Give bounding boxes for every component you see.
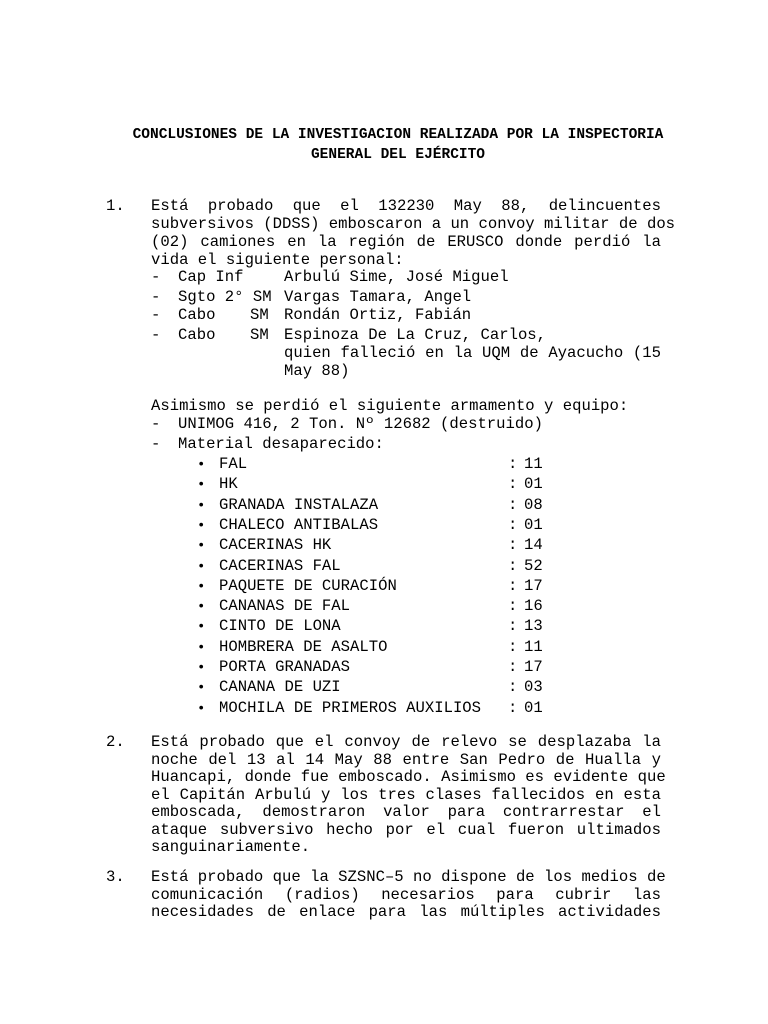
material-quantity: 13 — [524, 617, 543, 635]
material-colon: : — [508, 536, 518, 554]
material-colon: : — [508, 455, 518, 473]
material-colon: : — [508, 577, 518, 595]
material-name: MOCHILA DE PRIMEROS AUXILIOS — [219, 699, 482, 717]
material-colon: : — [508, 699, 518, 717]
bullet-icon: • — [197, 660, 206, 676]
personnel-name: Rondán Ortiz, Fabián — [284, 306, 472, 324]
material-name: GRANADA INSTALAZA — [219, 496, 379, 514]
material-name: CANANA DE UZI — [219, 678, 341, 696]
item-3-line: Está probado que la SZSNC–5 no dispone de los medios de — [151, 868, 666, 886]
item-2-number: 2. — [106, 733, 125, 751]
material-colon: : — [508, 557, 518, 575]
material-name: CINTO DE LONA — [219, 617, 341, 635]
material-quantity: 08 — [524, 496, 543, 514]
item-2-line: Está probado que el convoy de relevo se desplazaba la — [151, 733, 661, 751]
material-name: CANANAS DE FAL — [219, 597, 351, 615]
title-line-1: CONCLUSIONES DE LA INVESTIGACION REALIZADA POR LA INSPECTORIA — [132, 127, 664, 143]
material-quantity: 17 — [524, 658, 543, 676]
bullet-icon: • — [197, 538, 206, 554]
item-3-line: necesidades de enlace para las múltiples actividades — [151, 903, 661, 921]
title-line-2: GENERAL DEL EJÉRCITO — [310, 147, 486, 163]
personnel-unit: SM — [250, 306, 269, 324]
bullet-icon: • — [197, 579, 206, 595]
material-quantity: 17 — [524, 577, 543, 595]
item-2-line: sanguinariamente. — [151, 838, 311, 856]
material-colon: : — [508, 638, 518, 656]
item-1-line-1: Está probado que el 132230 May 88, delincuentes — [151, 197, 661, 215]
bullet-icon: • — [197, 599, 206, 615]
item-2-line: noche del 13 al 14 May 88 entre San Pedro de Hualla y — [151, 750, 661, 769]
personnel-name: Arbulú Sime, José Miguel — [284, 268, 509, 286]
list-dash: - — [151, 306, 161, 324]
material-quantity: 03 — [524, 678, 543, 696]
material-colon: : — [508, 658, 518, 676]
bullet-icon: • — [197, 680, 206, 696]
personnel-name: Espinoza De La Cruz, Carlos, — [284, 326, 547, 344]
personnel-rank: Sgto 2° SM — [178, 288, 272, 306]
personnel-name: Vargas Tamara, Angel — [284, 288, 472, 306]
item-2-line: Huancapi, donde fue emboscado. Asimismo es evidente que — [151, 768, 666, 786]
bullet-icon: • — [197, 701, 206, 717]
bullet-icon: • — [197, 619, 206, 635]
material-quantity: 14 — [524, 536, 543, 554]
item-1-number: 1. — [106, 197, 125, 215]
material-colon: : — [508, 617, 518, 635]
document-title — [100, 125, 696, 165]
list-dash: - — [151, 288, 161, 306]
material-colon: : — [508, 516, 518, 534]
list-dash: - — [151, 415, 161, 433]
material-colon: : — [508, 597, 518, 615]
item-2-line: ataque subversivo hecho por el cual fueron ultimados — [151, 820, 661, 839]
material-name: HK — [219, 475, 238, 493]
material-colon: : — [508, 496, 518, 514]
item-2-line: el Capitán Arbulú y los tres clases fallecidos en esta — [151, 785, 661, 804]
equipment-intro: Asimismo se perdió el siguiente armamento y equipo: — [151, 397, 629, 415]
material-colon: : — [508, 475, 518, 493]
list-dash: - — [151, 268, 161, 286]
material-name: HOMBRERA DE ASALTO — [219, 638, 388, 656]
bullet-icon: • — [197, 518, 206, 534]
material-quantity: 01 — [524, 475, 543, 493]
item-3-line: comunicación (radios) necesarios para cubrir las — [151, 885, 661, 904]
list-dash: - — [151, 435, 161, 453]
item-1-line-3: (02) camiones en la región de ERUSCO donde perdió la — [151, 233, 661, 251]
material-name: CHALECO ANTIBALAS — [219, 516, 379, 534]
material-name: CACERINAS HK — [219, 536, 332, 554]
material-quantity: 16 — [524, 597, 543, 615]
material-name: PAQUETE DE CURACIÓN — [219, 577, 397, 595]
item-1-line-4: vida el siguiente personal: — [151, 251, 404, 269]
list-dash: - — [151, 326, 161, 344]
material-name: FAL — [219, 455, 248, 473]
personnel-note-line-2: May 88) — [284, 362, 350, 380]
equipment-text: UNIMOG 416, 2 Ton. Nº 12682 (destruido) — [178, 415, 543, 433]
material-colon: : — [508, 678, 518, 696]
material-quantity: 01 — [524, 699, 543, 717]
bullet-icon: • — [197, 457, 206, 473]
bullet-icon: • — [197, 498, 206, 514]
personnel-unit: SM — [250, 326, 269, 344]
item-3-number: 3. — [106, 868, 125, 886]
bullet-icon: • — [197, 477, 206, 493]
equipment-text: Material desaparecido: — [178, 435, 384, 453]
item-1-line-2: subversivos (DDSS) emboscaron a un convoy militar de dos — [151, 215, 676, 233]
material-quantity: 11 — [524, 638, 543, 656]
material-quantity: 52 — [524, 557, 543, 575]
personnel-rank: Cabo — [178, 306, 216, 324]
personnel-note-line-1: quien falleció en la UQM de Ayacucho (15 — [284, 344, 661, 362]
personnel-rank: Cap Inf — [178, 268, 244, 286]
material-name: PORTA GRANADAS — [219, 658, 351, 676]
bullet-icon: • — [197, 640, 206, 656]
material-quantity: 11 — [524, 455, 543, 473]
material-quantity: 01 — [524, 516, 543, 534]
personnel-rank: Cabo — [178, 326, 216, 344]
bullet-icon: • — [197, 559, 206, 575]
item-2-line: emboscada, demostraron valor para contrarrestar el — [151, 803, 661, 821]
material-name: CACERINAS FAL — [219, 557, 341, 575]
